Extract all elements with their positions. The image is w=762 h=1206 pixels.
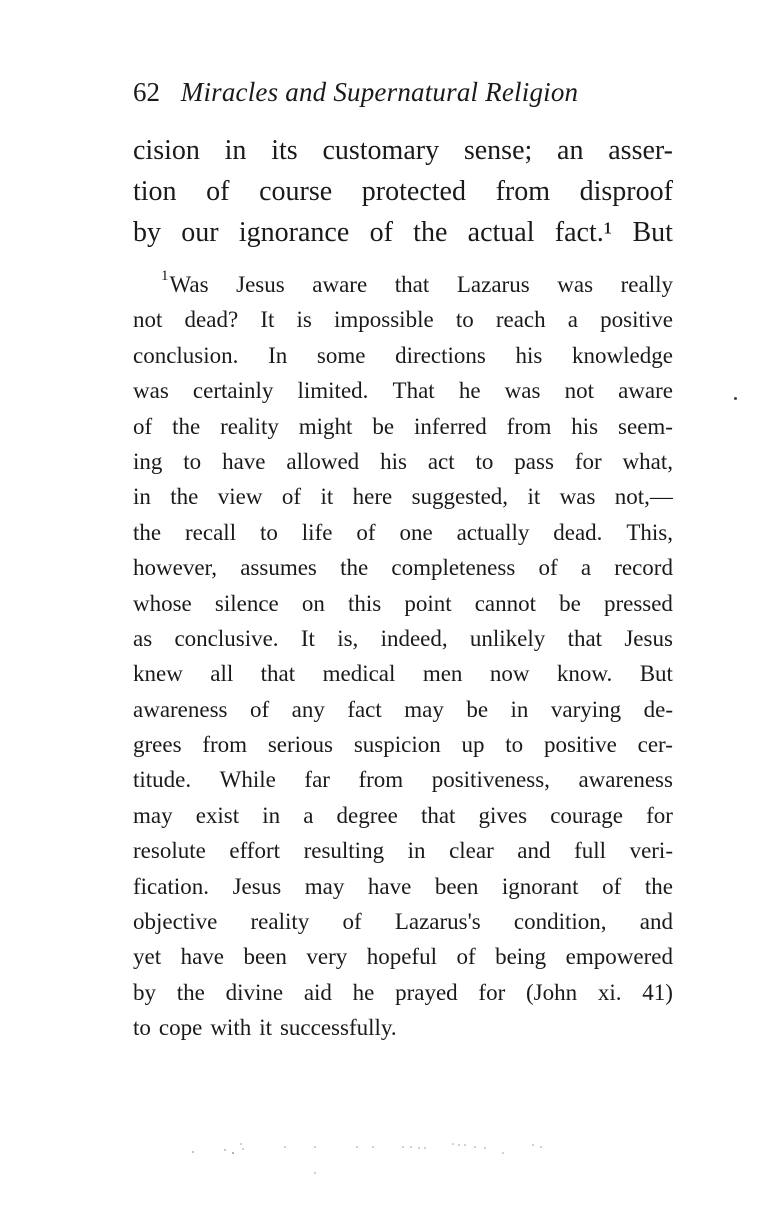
word: actual <box>467 217 535 248</box>
word: reach <box>495 307 546 333</box>
word: might <box>298 413 353 439</box>
word: conclusive. <box>174 625 279 651</box>
word: cope <box>158 1015 203 1041</box>
word: It <box>260 307 275 333</box>
word: (John <box>525 979 578 1005</box>
word: for <box>646 802 673 828</box>
word: inferred <box>413 413 487 439</box>
footnote-line <box>133 621 673 656</box>
scan-specks <box>185 1135 545 1175</box>
word: prayed <box>395 979 458 1005</box>
word: fact <box>347 696 382 722</box>
word: allowed <box>286 448 360 474</box>
word: course <box>259 176 333 207</box>
word: medical <box>322 661 396 687</box>
footnote-line <box>133 656 673 691</box>
word: courage <box>550 802 623 828</box>
word: dead. <box>553 519 603 545</box>
word: may <box>404 696 444 722</box>
word: awareness <box>578 767 673 793</box>
word: Jesus <box>232 873 282 899</box>
word: degree <box>336 802 398 828</box>
word: on <box>301 590 325 616</box>
word: is, <box>337 625 359 651</box>
footnote-line <box>133 798 673 833</box>
word: of <box>249 696 270 722</box>
word: some <box>316 342 366 368</box>
word: indeed, <box>380 625 448 651</box>
word: have <box>180 944 224 970</box>
word: veri- <box>629 838 673 864</box>
word: customary <box>322 135 440 166</box>
word: here <box>352 484 393 510</box>
word: of <box>281 484 302 510</box>
word: the <box>176 979 205 1005</box>
word: of <box>206 176 230 207</box>
word: While <box>219 767 276 793</box>
footnote <box>133 267 673 1046</box>
word: that <box>420 802 456 828</box>
word: Was <box>169 272 209 297</box>
word: be <box>559 590 581 616</box>
word: divine <box>225 979 284 1005</box>
footnote-line <box>133 762 673 797</box>
word: yet <box>133 944 162 970</box>
running-head <box>133 70 673 114</box>
word: But <box>639 661 673 687</box>
word: pressed <box>603 590 673 616</box>
footnote-line <box>133 692 673 727</box>
word: from <box>495 176 551 207</box>
word: aid <box>303 979 332 1005</box>
word: from <box>506 413 552 439</box>
word: effort <box>229 838 281 864</box>
word: aware <box>312 272 368 297</box>
word: impossible <box>334 307 434 333</box>
footnote-line <box>133 833 673 868</box>
word: reality <box>220 413 279 439</box>
word: in <box>510 696 529 722</box>
word: whose <box>133 590 192 616</box>
word: to <box>260 519 278 545</box>
word: Lazarus's <box>394 909 481 935</box>
word: In <box>268 342 288 368</box>
word: for <box>478 979 506 1005</box>
word: a <box>303 802 314 828</box>
word: up <box>461 732 485 758</box>
word: from <box>358 767 404 793</box>
word: condition, <box>513 909 607 935</box>
footnote-line <box>133 444 673 479</box>
word: resolute <box>133 838 206 864</box>
body-line <box>133 212 673 253</box>
word: Lazarus <box>456 272 530 297</box>
word: completeness <box>391 555 516 581</box>
word: was <box>557 272 594 297</box>
word: been <box>434 873 479 899</box>
word: the <box>172 413 201 439</box>
word: all <box>210 661 234 687</box>
footnote-line <box>133 550 673 585</box>
word: grees <box>133 732 182 758</box>
body-line <box>133 171 673 212</box>
word: serious <box>267 732 334 758</box>
word: be <box>372 413 395 439</box>
word: limited. <box>297 378 369 404</box>
word: from <box>202 732 248 758</box>
word: It <box>300 625 315 651</box>
word: cannot <box>474 590 537 616</box>
word: aware <box>618 378 673 404</box>
word: seem- <box>618 413 673 439</box>
word: dead? <box>184 307 239 333</box>
word: be <box>466 696 489 722</box>
word: awareness <box>133 696 228 722</box>
word: it <box>259 1015 272 1041</box>
word <box>161 267 209 302</box>
word: his <box>515 342 543 368</box>
word: full <box>574 838 607 864</box>
word: really <box>620 272 673 297</box>
word: he <box>458 378 481 404</box>
word: clear <box>449 838 494 864</box>
word: xi. <box>597 979 622 1005</box>
word: have <box>222 448 266 474</box>
word: not <box>564 378 594 404</box>
word: it <box>320 484 334 510</box>
word: have <box>367 873 412 899</box>
word: was <box>559 484 596 510</box>
word: the <box>644 873 673 899</box>
word: cer- <box>637 732 673 758</box>
word: of <box>356 519 376 545</box>
word: act <box>427 448 455 474</box>
word: titude. <box>133 767 192 793</box>
word: cision <box>133 135 200 166</box>
word: however, <box>133 555 218 581</box>
word: to <box>183 448 202 474</box>
word: now <box>489 661 530 687</box>
word: ing <box>133 448 163 474</box>
word: to <box>133 1015 151 1041</box>
footnote-line <box>133 515 673 550</box>
word: of <box>602 873 622 899</box>
footnote-line <box>133 302 673 337</box>
word: for <box>574 448 602 474</box>
word: successfully. <box>279 1015 397 1041</box>
word: it <box>527 484 541 510</box>
word: resulting <box>303 838 385 864</box>
word: to <box>455 307 474 333</box>
word: in <box>224 135 247 166</box>
word: the <box>133 519 162 545</box>
word: and <box>517 838 551 864</box>
footnote-line <box>133 586 673 621</box>
word: to <box>475 448 494 474</box>
word: not <box>133 307 163 333</box>
word: empowered <box>565 944 673 970</box>
word: ignorance <box>238 217 350 248</box>
word: gives <box>478 802 528 828</box>
word: a <box>567 307 578 333</box>
word: of <box>133 413 153 439</box>
word: sense; <box>463 135 533 166</box>
word: its <box>271 135 298 166</box>
main-text <box>133 130 673 253</box>
word: fact.¹ <box>554 217 613 248</box>
word: of <box>456 944 476 970</box>
word: That <box>392 378 435 404</box>
word: point <box>404 590 452 616</box>
word: pass <box>514 448 554 474</box>
word: was <box>133 378 169 404</box>
word: suspicion <box>353 732 441 758</box>
word: view <box>217 484 263 510</box>
footnote-marker: 1 <box>161 268 169 284</box>
word: protected <box>361 176 466 207</box>
word: positive <box>600 307 673 333</box>
word: unlikely <box>469 625 546 651</box>
word: certainly <box>192 378 274 404</box>
page-number: 62 <box>133 77 160 107</box>
word: is <box>296 307 312 333</box>
word: one <box>399 519 433 545</box>
word: recall <box>185 519 237 545</box>
word: reality <box>250 909 310 935</box>
word: knew <box>133 661 183 687</box>
word: his <box>571 413 599 439</box>
footnote-line <box>133 904 673 939</box>
word: hopeful <box>366 944 437 970</box>
word: that <box>394 272 430 297</box>
word: conclusion. <box>133 342 239 368</box>
word: suggested, <box>411 484 509 510</box>
word: directions <box>395 342 486 368</box>
word: that <box>567 625 603 651</box>
word: very <box>306 944 348 970</box>
footnote-line <box>133 409 673 444</box>
word: in <box>407 838 426 864</box>
word: disproof <box>579 176 673 207</box>
footnote-line <box>133 939 673 974</box>
word: varying <box>550 696 622 722</box>
word: of <box>538 555 558 581</box>
word: in <box>133 484 151 510</box>
word: was <box>504 378 541 404</box>
word: But <box>632 217 673 248</box>
word: a <box>580 555 592 581</box>
footnote-line <box>133 338 673 373</box>
word: actually <box>456 519 530 545</box>
footnote-line <box>133 373 673 408</box>
footnote-line <box>133 1010 673 1045</box>
word: the <box>170 484 199 510</box>
word: his <box>380 448 407 474</box>
word: what, <box>622 448 673 474</box>
word: de- <box>643 696 673 722</box>
word: by <box>133 217 161 248</box>
word: far <box>304 767 330 793</box>
word: as <box>133 625 153 651</box>
footnote-line <box>133 869 673 904</box>
word: 41) <box>642 979 673 1005</box>
word: not,— <box>614 484 673 510</box>
footnote-line <box>133 267 673 302</box>
word: may <box>304 873 345 899</box>
footnote-line <box>133 975 673 1010</box>
word: any <box>291 696 325 722</box>
word: knowledge <box>572 342 673 368</box>
word: the <box>413 217 448 248</box>
word: silence <box>214 590 279 616</box>
word: exist <box>195 802 240 828</box>
word: may <box>133 802 173 828</box>
margin-speck <box>734 397 737 400</box>
word: life <box>301 519 333 545</box>
word: he <box>352 979 375 1005</box>
word: This, <box>626 519 673 545</box>
word: being <box>495 944 547 970</box>
word: an <box>557 135 584 166</box>
footnote-line <box>133 479 673 514</box>
word: of <box>369 217 393 248</box>
footnote-line <box>133 727 673 762</box>
running-title: Miracles and Supernatural Religion <box>180 77 579 107</box>
word: tion <box>133 176 177 207</box>
word: this <box>347 590 382 616</box>
word: fication. <box>133 873 209 899</box>
body-line <box>133 130 673 171</box>
word: in <box>262 802 281 828</box>
word: by <box>133 979 156 1005</box>
word: positiveness, <box>431 767 550 793</box>
word: record <box>614 555 673 581</box>
page-content <box>133 70 673 1046</box>
word: been <box>243 944 287 970</box>
word: assumes <box>240 555 317 581</box>
word: objective <box>133 909 218 935</box>
word: and <box>639 909 673 935</box>
word: ignorant <box>501 873 579 899</box>
word: asser- <box>608 135 673 166</box>
word: positive <box>543 732 617 758</box>
word: Jesus <box>236 272 285 297</box>
word: Jesus <box>624 625 673 651</box>
word: our <box>181 217 219 248</box>
word: the <box>340 555 369 581</box>
word: to <box>505 732 524 758</box>
word: of <box>342 909 362 935</box>
word: with <box>210 1015 252 1041</box>
word: that <box>260 661 296 687</box>
word: know. <box>556 661 613 687</box>
word: men <box>422 661 463 687</box>
